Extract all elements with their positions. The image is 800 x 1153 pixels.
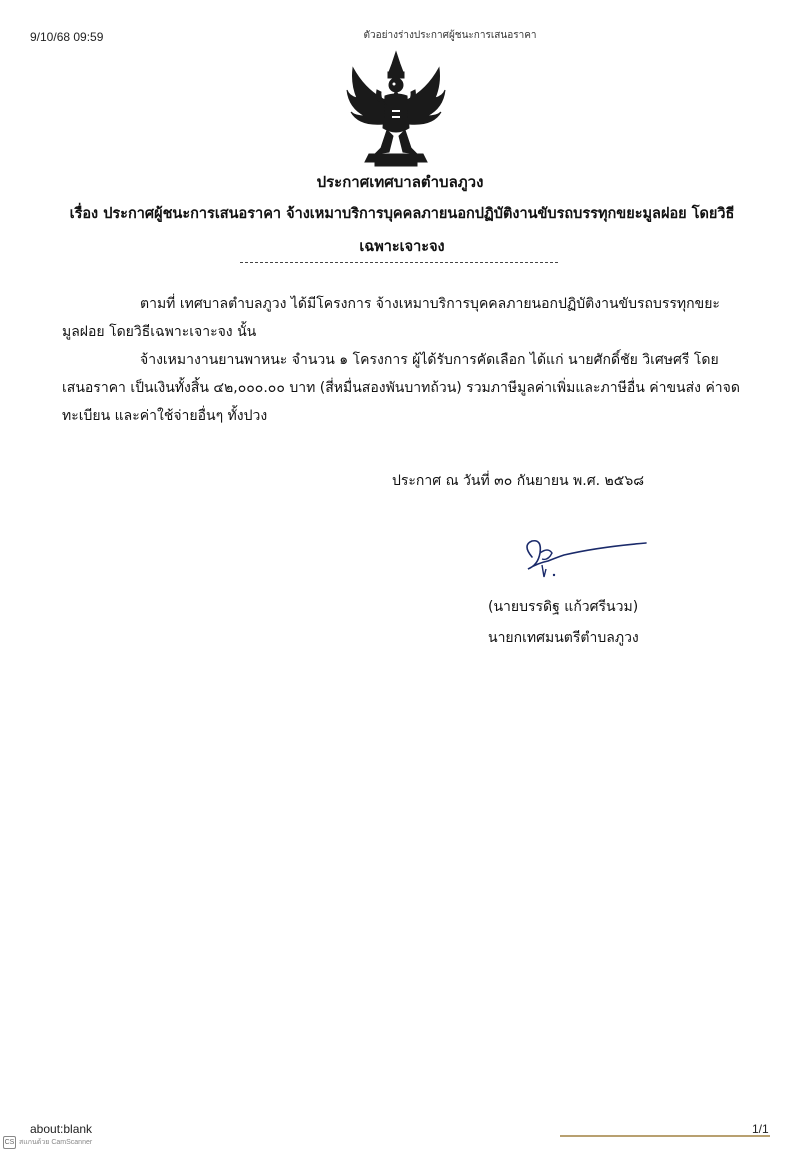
print-footer-page: 1/1: [752, 1122, 769, 1136]
garuda-emblem-icon: [345, 50, 447, 168]
document-label: ตัวอย่างร่างประกาศผู้ชนะการเสนอราคา: [363, 30, 537, 41]
announcement-date: ประกาศ ณ วันที่ ๓๐ กันยายน พ.ศ. ๒๕๖๘: [392, 473, 645, 489]
footer-rule: [560, 1135, 770, 1137]
signer-position: นายกเทศมนตรีตำบลภูวง: [488, 630, 639, 646]
signature-icon: [518, 535, 648, 590]
scanner-text: สแกนด้วย CamScanner: [19, 1139, 93, 1146]
camscanner-logo-icon: CS: [3, 1136, 16, 1149]
print-footer-url: about:blank: [30, 1122, 93, 1136]
announcement-title: ประกาศเทศบาลตำบลภูวง: [316, 173, 484, 191]
section-divider: [240, 262, 558, 263]
body-paragraph-1: ตามที่ เทศบาลตำบลภูวง ได้มีโครงการ จ้างเหมาบริการบุคคลภายนอกปฏิบัติงานขับรถบรรทุกขยะมูลฝอย โดยวิธีเฉพาะเจาะจง นั้น: [62, 296, 720, 340]
announcement-subject: เรื่อง ประกาศผู้ชนะการเสนอราคา จ้างเหมาบริการบุคคลภายนอกปฏิบัติงานขับรถบรรทุกขยะมูลฝอย โดยวิธีเฉพาะเจาะจง: [69, 206, 735, 255]
scanner-watermark: [3, 1136, 92, 1149]
body-paragraph-2: จ้างเหมางานยานพาหนะ จำนวน ๑ โครงการ ผู้ได้รับการคัดเลือก ได้แก่ นายศักดิ์ชัย วิเศษศรี โดยเสนอราคา เป็นเงินทั้งสิ้น ๔๒,๐๐๐.๐๐ บาท (สี่หมื่นสองพันบาทถ้วน) รวมภาษีมูลค่าเพิ่มและภาษีอื่น ค่าขนส่ง ค่าจดทะเบียน และค่าใช้จ่ายอื่นๆ ทั้งปวง: [62, 352, 740, 424]
print-datetime: 9/10/68 09:59: [30, 30, 104, 44]
signer-name: (นายบรรดิฐ แก้วศรีนวม): [488, 599, 639, 615]
